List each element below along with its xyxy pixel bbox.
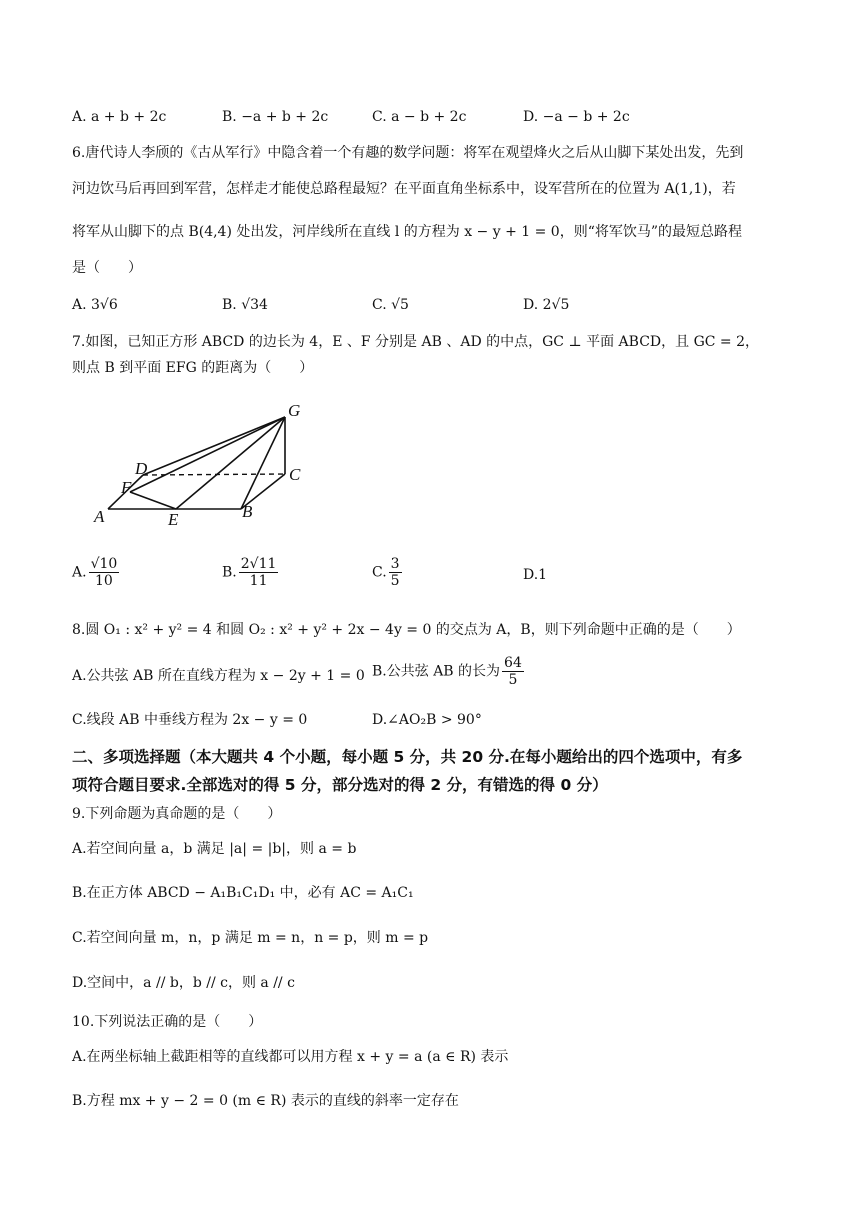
q9-option-b: B.在正方体 ABCD − A₁B₁C₁D₁ 中，必有 AC = A₁C₁ <box>72 885 414 901</box>
q7-option-a: A. $\frac{√10}{10}$ <box>72 556 118 589</box>
q9-option-d: D.空间中，a // b，b // c，则 a // c <box>72 975 295 991</box>
q10-option-b: B.方程 mx + y − 2 = 0 (m ∈ R) 表示的直线的斜率一定存在 <box>72 1093 459 1109</box>
label-g: G <box>288 401 301 420</box>
q6-option-a: A. 3√6 <box>72 297 118 313</box>
label-c: C <box>289 465 301 484</box>
section-2-heading-line-2: 项符合题目要求.全部选对的得 5 分，部分选对的得 2 分，有错选的得 0 分） <box>72 776 608 794</box>
q8-option-c: C.线段 AB 中垂线方程为 2x − y = 0 <box>72 712 308 728</box>
q7-pyramid-figure <box>88 392 338 532</box>
q8-option-a: A.公共弦 AB 所在直线方程为 x − 2y + 1 = 0 <box>72 668 365 684</box>
q8-option-b: B.公共弦 AB 的长为 $\frac{64}{5}$ <box>372 655 522 688</box>
q7-stem-line-2: 则点 B 到平面 EFG 的距离为（ ） <box>72 360 314 376</box>
q6-option-c: C. √5 <box>372 297 409 313</box>
q7-option-c: C. $\frac{3}{5}$ <box>372 556 400 589</box>
fraction: $\frac{64}{5}$ <box>504 655 522 688</box>
q10-option-a: A.在两坐标轴上截距相等的直线都可以用方程 x + y = a (a ∈ R) 表示 <box>72 1049 509 1065</box>
q8-stem: 8.圆 O₁ : x² + y² = 4 和圆 O₂ : x² + y² + 2x − 4y = 0 的交点为 A，B，则下列命题中正确的是（ ） <box>72 622 741 638</box>
label-e: E <box>168 510 179 529</box>
q8-option-d: D.∠AO₂B > 90° <box>372 712 482 728</box>
label-b: B <box>242 502 253 521</box>
q7-stem-line-1: 7.如图，已知正方形 ABCD 的边长为 4，E 、F 分别是 AB 、AD 的中点，GC ⊥ 平面 ABCD，且 GC = 2， <box>72 334 760 350</box>
q6-stem-line-3: 将军从山脚下的点 B(4,4) 处出发，河岸线所在直线 l 的方程为 x − y + 1 = 0，则“将军饮马”的最短总路程 <box>72 224 743 240</box>
label-d: D <box>135 459 148 478</box>
q9-option-a: A.若空间向量 a，b 满足 |a| = |b|，则 a = b <box>72 841 357 857</box>
q5-option-c: C. a − b + 2c <box>372 109 467 125</box>
q7-option-d: D.1 <box>523 567 548 583</box>
section-2-heading-line-1: 二、多项选择题（本大题共 4 个小题，每小题 5 分，共 20 分.在每小题给出的四个选项中，有多 <box>72 748 743 766</box>
fraction: $\frac{√10}{10}$ <box>90 556 118 589</box>
q7-option-b: B. $\frac{2√11}{11}$ <box>222 556 277 589</box>
q10-stem: 10.下列说法正确的是（ ） <box>72 1014 263 1030</box>
q6-option-d: D. 2√5 <box>523 297 570 313</box>
fraction: $\frac{2√11}{11}$ <box>240 556 277 589</box>
q5-option-a: A. a + b + 2c <box>72 109 167 125</box>
label-f: F <box>121 478 132 497</box>
q6-stem-line-4: 是（ ） <box>72 260 142 276</box>
q6-stem-line-2: 河边饮马后再回到军营，怎样走才能使总路程最短？在平面直角坐标系中，设军营所在的位置为 A(1,1)，若 <box>72 181 736 197</box>
label-a: A <box>94 507 105 526</box>
q9-stem: 9.下列命题为真命题的是（ ） <box>72 806 282 822</box>
q9-option-c: C.若空间向量 m，n，p 满足 m = n，n = p，则 m = p <box>72 930 429 946</box>
q5-option-b: B. −a + b + 2c <box>222 109 329 125</box>
fraction: $\frac{3}{5}$ <box>390 556 400 589</box>
q6-option-b: B. √34 <box>222 297 268 313</box>
q6-stem-line-1: 6.唐代诗人李颀的《古从军行》中隐含着一个有趣的数学问题：将军在观望烽火之后从山脚下某处出发，先到 <box>72 145 744 161</box>
q5-option-d: D. −a − b + 2c <box>523 109 630 125</box>
